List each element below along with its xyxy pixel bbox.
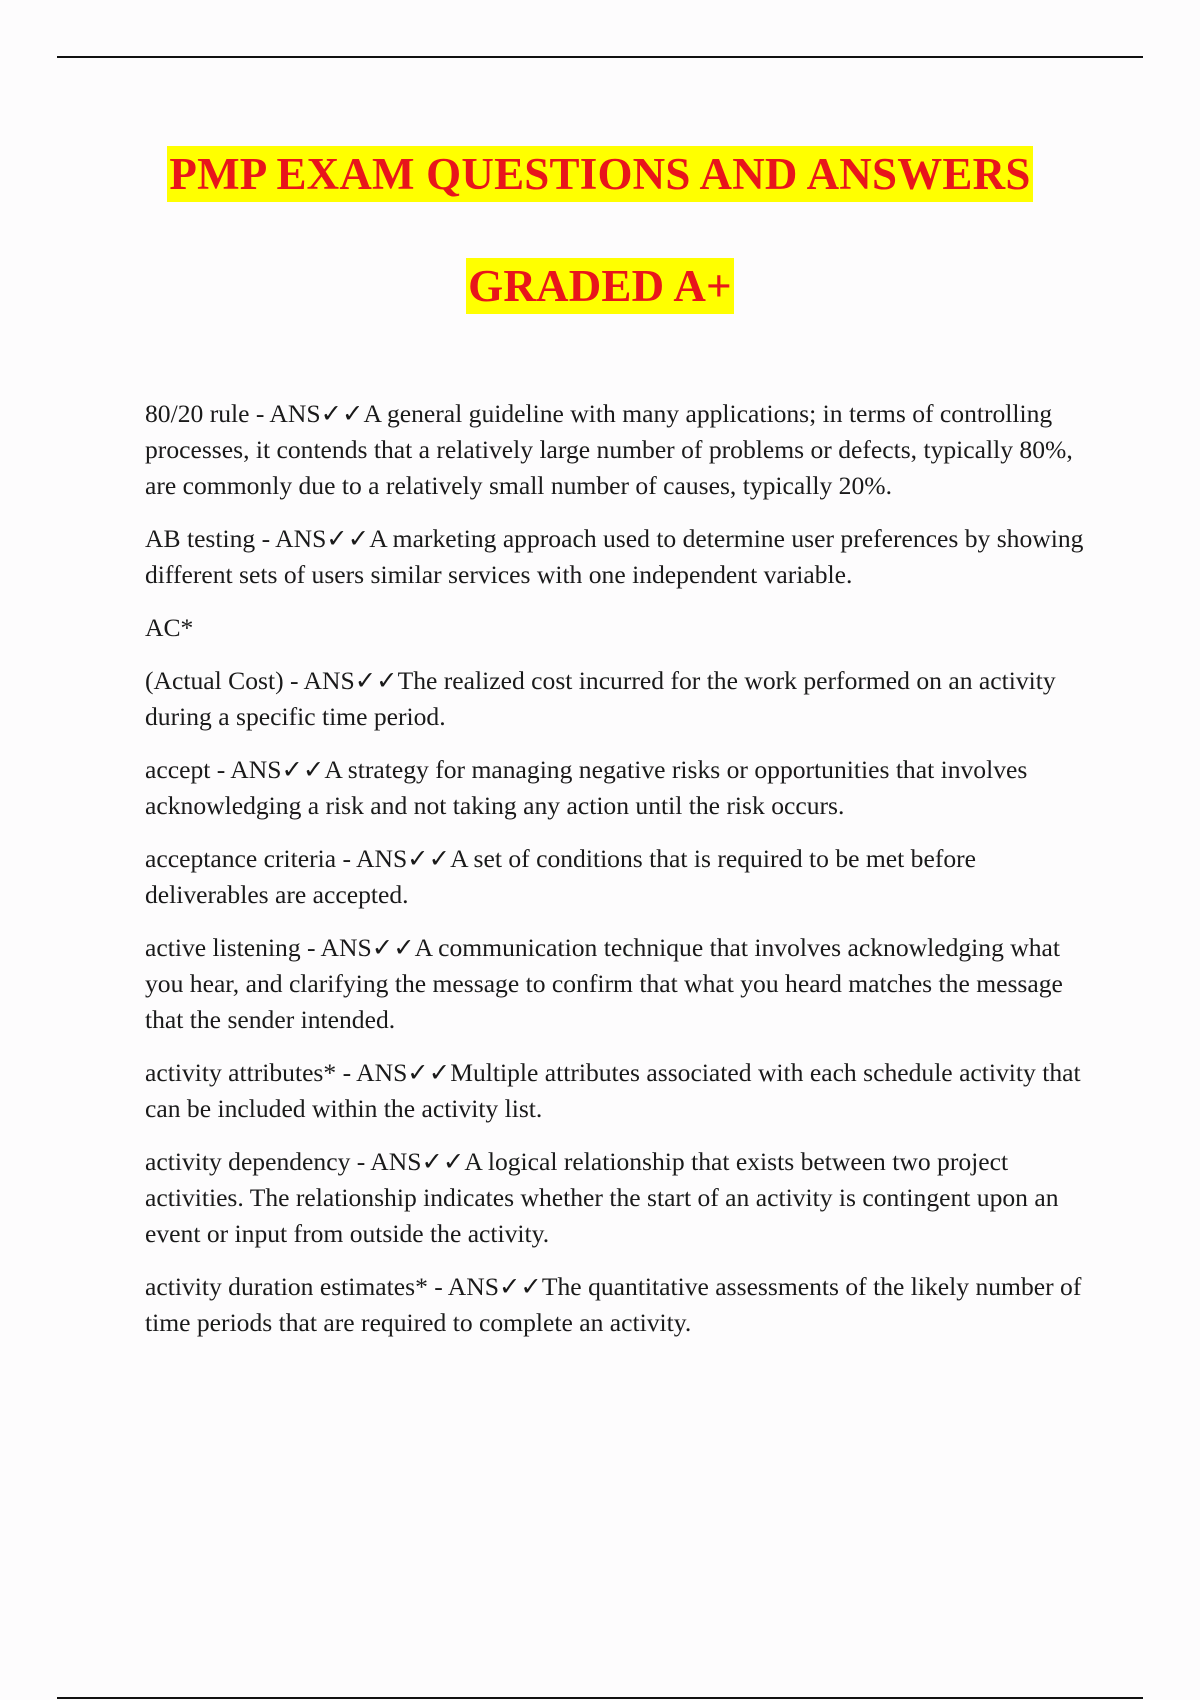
glossary-entry: AC* [145, 613, 194, 642]
title-line-1-wrapper [0, 146, 1200, 202]
document-title: PMP EXAM QUESTIONS AND ANSWERS [167, 146, 1032, 202]
glossary-entry: active listening - ANS✓✓A communication technique that involves acknowledging what you hear, and clarifying the message to confirm that what you heard matches the message that the sender intended. [145, 933, 1063, 1034]
glossary-entry: activity dependency - ANS✓✓A logical relationship that exists between two project activities. The relationship indicates whether the start of an activity is contingent upon an event or input from outside the activity. [145, 1147, 1059, 1248]
glossary-entry: activity attributes* - ANS✓✓Multiple attributes associated with each schedule activity that can be included within the activity list. [145, 1058, 1081, 1123]
glossary-list [145, 396, 1095, 1358]
glossary-entry: 80/20 rule - ANS✓✓A general guideline with many applications; in terms of controlling processes, it contends that a relatively large number of problems or defects, typically 80%, are commonly due to a relatively small number of causes, typically 20%. [145, 399, 1073, 500]
glossary-entry: AB testing - ANS✓✓A marketing approach used to determine user preferences by showing different sets of users similar services with one independent variable. [145, 524, 1084, 589]
footer-rule [57, 1697, 1143, 1699]
glossary-entry: activity duration estimates* - ANS✓✓The quantitative assessments of the likely number of time periods that are required to complete an activity. [145, 1272, 1082, 1337]
title-line-2-wrapper [0, 258, 1200, 314]
glossary-entry: accept - ANS✓✓A strategy for managing negative risks or opportunities that involves acknowledging a risk and not taking any action until the risk occurs. [145, 755, 1028, 820]
document-subtitle: GRADED A+ [466, 258, 734, 314]
glossary-entry: acceptance criteria - ANS✓✓A set of conditions that is required to be met before deliverables are accepted. [145, 844, 977, 909]
glossary-entry: (Actual Cost) - ANS✓✓The realized cost incurred for the work performed on an activity during a specific time period. [145, 666, 1056, 731]
header-rule [57, 56, 1143, 58]
